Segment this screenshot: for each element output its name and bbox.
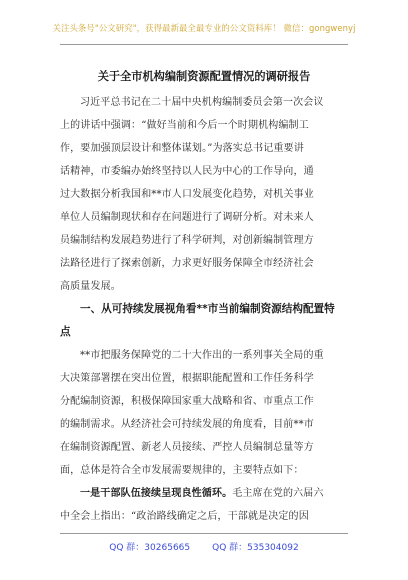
intro-paragraph [60,91,348,298]
section-1-paragraph [60,344,348,482]
footer-qq-group-2: QQ 群：535304092 [212,543,299,553]
paragraph-line: 过大数据分析我国和**市人口发展变化趋势，对机关事业 [60,189,314,200]
paragraph-line: 大决策部署摆在突出位置，根据职能配置和工作任务科学 [60,373,314,384]
paragraph-line: 在编制资源配置、新老人员接续、严控人员编制总量等方 [60,442,314,453]
page-header-banner [0,22,408,34]
paragraph-line: 面，总体是符合全市发展需要规律的，主要特点如下： [60,465,304,476]
section-1-heading [60,298,348,344]
paragraph-line: 的编制需求。从经济社会可持续发展的角度看，目前**市 [60,419,314,430]
paragraph-line: **市把服务保障党的二十大作出的一系列事关全局的重 [80,350,324,361]
footer-qq-group-1: QQ 群：30265665 [109,543,191,553]
document-title: 关于全市机构编制资源配置情况的调研报告 [97,70,311,83]
paragraph-line: 高质量发展。 [60,281,121,292]
section-heading-line: 一、从可持续发展视角看**市当前编制资源结构配置特 [80,303,335,315]
paragraph-line: 法路径进行了探索创新，力求更好服务保障全市经济社会 [60,258,314,269]
header-divider [60,44,348,45]
paragraph-line: 作，要加强顶层设计和整体谋划。”为落实总书记重要讲 [60,143,304,154]
point-1-paragraph [60,482,348,528]
paragraph-line: 中全会上指出：“政治路线确定之后，干部就是决定的因 [60,511,309,522]
paragraph-line: 上的讲话中强调：“做好当前和今后一个时期机构编制工 [60,120,309,131]
paragraph-line: 习近平总书记在二十届中央机构编制委员会第一次会议 [80,97,324,108]
section-heading-line: 点 [60,326,71,338]
footer-divider [60,533,348,534]
header-promo-text: 关注头条号"公文研究"，获得最新最全最专业的公文资料库！ 微信：gongwenyj [52,23,356,33]
paragraph-line: 分配编制资源，积极保障国家重大战略和省、市重点工作 [60,396,314,407]
point-rest-text: 毛主席在党的六届六 [232,488,324,499]
paragraph-line: 单位人员编制现状和存在问题进行了调研分析。对未来人 [60,212,314,223]
page-footer [0,540,408,553]
paragraph-line [60,482,348,505]
point-lead-text: 一是干部队伍接续呈现良性循环。 [80,488,233,499]
paragraph-line: 话精神，市委编办始终坚持以人民为中心的工作导向，通 [60,166,314,177]
paragraph-line: 员编制结构发展趋势进行了科学研判，对创新编制管理方 [60,235,314,246]
